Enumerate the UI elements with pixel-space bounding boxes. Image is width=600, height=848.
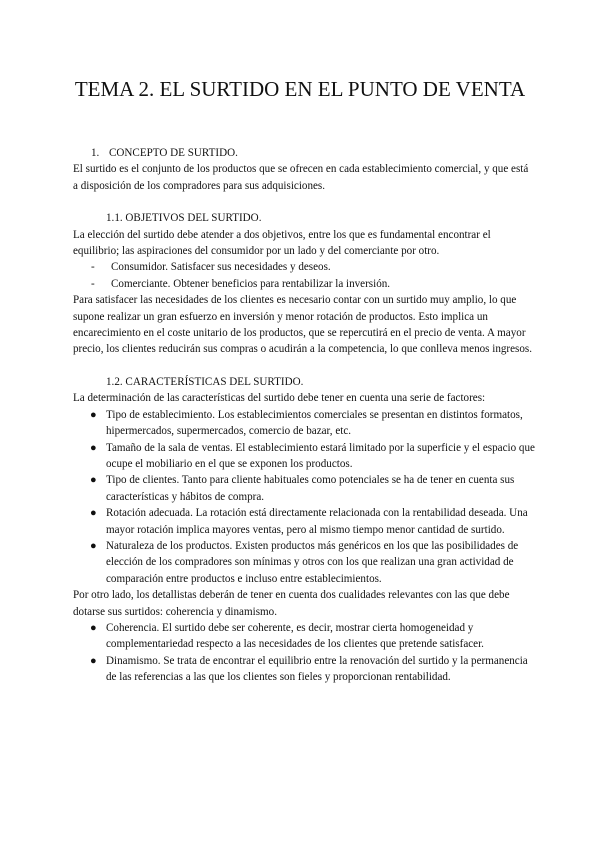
list-item: - Comerciante. Obtener beneficios para rentabilizar la inversión. bbox=[73, 276, 535, 292]
section-1-1-closing: Para satisfacer las necesidades de los clientes es necesario contar con un surtido muy amplio, lo que supone realizar un gran esfuerzo en inversión y menor rotación de productos. Esto implica un encarecimiento en el coste unitario de los productos, que se repercutirá en el precio de venta. A mayor precio, los clientes reducirán sus compras o acudirán a la competencia, lo que conlleva menos ingresos. bbox=[73, 294, 532, 356]
section-1-2-intro: La determinación de las características del surtido debe tener en cuenta una serie de factores: bbox=[73, 392, 486, 405]
list-item bbox=[73, 653, 535, 686]
section-1-2-middle: Por otro lado, los detallistas deberán de tener en cuenta dos cualidades relevantes con las que debe dotarse sus surtidos: coherencia y dinamismo. bbox=[73, 589, 510, 618]
section-1-1-heading: 1.1. OBJETIVOS DEL SURTIDO. bbox=[106, 212, 262, 225]
list-item bbox=[73, 505, 535, 538]
list-item-text: Tamaño de la sala de ventas. El establecimiento estará limitado por la superficie y el espacio que ocupe el mobiliario en el que se exponen los productos. bbox=[106, 441, 535, 470]
bullet-icon: ● bbox=[90, 507, 97, 520]
bullet-icon: ● bbox=[90, 621, 97, 634]
objectives-list bbox=[73, 259, 535, 292]
list-item bbox=[73, 620, 535, 653]
list-item-text: Tipo de clientes. Tanto para cliente habituales como potenciales se ha de tener en cuenta sus características y hábitos de compra. bbox=[106, 474, 515, 503]
section-1-number: 1. bbox=[91, 147, 100, 159]
list-item-text: Dinamismo. Se trata de encontrar el equilibrio entre la renovación del surtido y la permanencia de las referencias a las que los clientes son fieles y proporcionan rentabilidad. bbox=[106, 654, 528, 684]
factors-list bbox=[73, 407, 535, 587]
list-item bbox=[73, 440, 535, 473]
list-item-text: Naturaleza de los productos. Existen productos más genéricos en los que las posibilidades de elección de los compradores son mínimas y otros con los que realizan una gran actividad de comparación entre productos e incluso entre establecimientos. bbox=[106, 539, 519, 585]
section-1-2-heading: 1.2. CARACTERÍSTICAS DEL SURTIDO. bbox=[106, 375, 304, 388]
bullet-icon: ● bbox=[90, 441, 97, 454]
bullet-icon: ● bbox=[90, 474, 97, 487]
document-title: TEMA 2. EL SURTIDO EN EL PUNTO DE VENTA bbox=[74, 77, 526, 101]
section-1-1-intro: La elección del surtido debe atender a dos objetivos, entre los que es fundamental encontrar el equilibrio; las aspiraciones del consumidor por un lado y del comerciante por otro. bbox=[73, 228, 491, 258]
bullet-icon: ● bbox=[90, 654, 97, 667]
list-item bbox=[73, 407, 535, 440]
list-item-text: Rotación adecuada. La rotación está directamente relacionada con la rentabilidad deseada. Una mayor rotación implica mayores ventas, pero al mismo tiempo menor cantidad de surtido. bbox=[106, 507, 528, 536]
list-item-text: Coherencia. El surtido debe ser coherente, es decir, mostrar cierta homogeneidad y complementariedad respecto a las necesidades de los clientes que pretende satisfacer. bbox=[106, 621, 484, 651]
qualities-list bbox=[73, 620, 535, 686]
list-item bbox=[73, 472, 535, 505]
bullet-icon: ● bbox=[90, 408, 97, 421]
section-1-heading bbox=[73, 145, 535, 161]
document-body bbox=[73, 145, 535, 686]
list-item-text: Tipo de establecimiento. Los establecimientos comerciales se presentan en distintos formatos, hipermercados, supermercados, comercio de bazar, etc. bbox=[106, 408, 523, 438]
section-1-heading-text: CONCEPTO DE SURTIDO. bbox=[109, 147, 238, 159]
bullet-icon: ● bbox=[90, 539, 97, 552]
list-item bbox=[73, 538, 535, 587]
list-item: - Consumidor. Satisfacer sus necesidades y deseos. bbox=[73, 259, 535, 275]
section-1-text: El surtido es el conjunto de los productos que se ofrecen en cada establecimiento comercial, y que está a disposición de los compradores para sus adquisiciones. bbox=[73, 163, 529, 192]
